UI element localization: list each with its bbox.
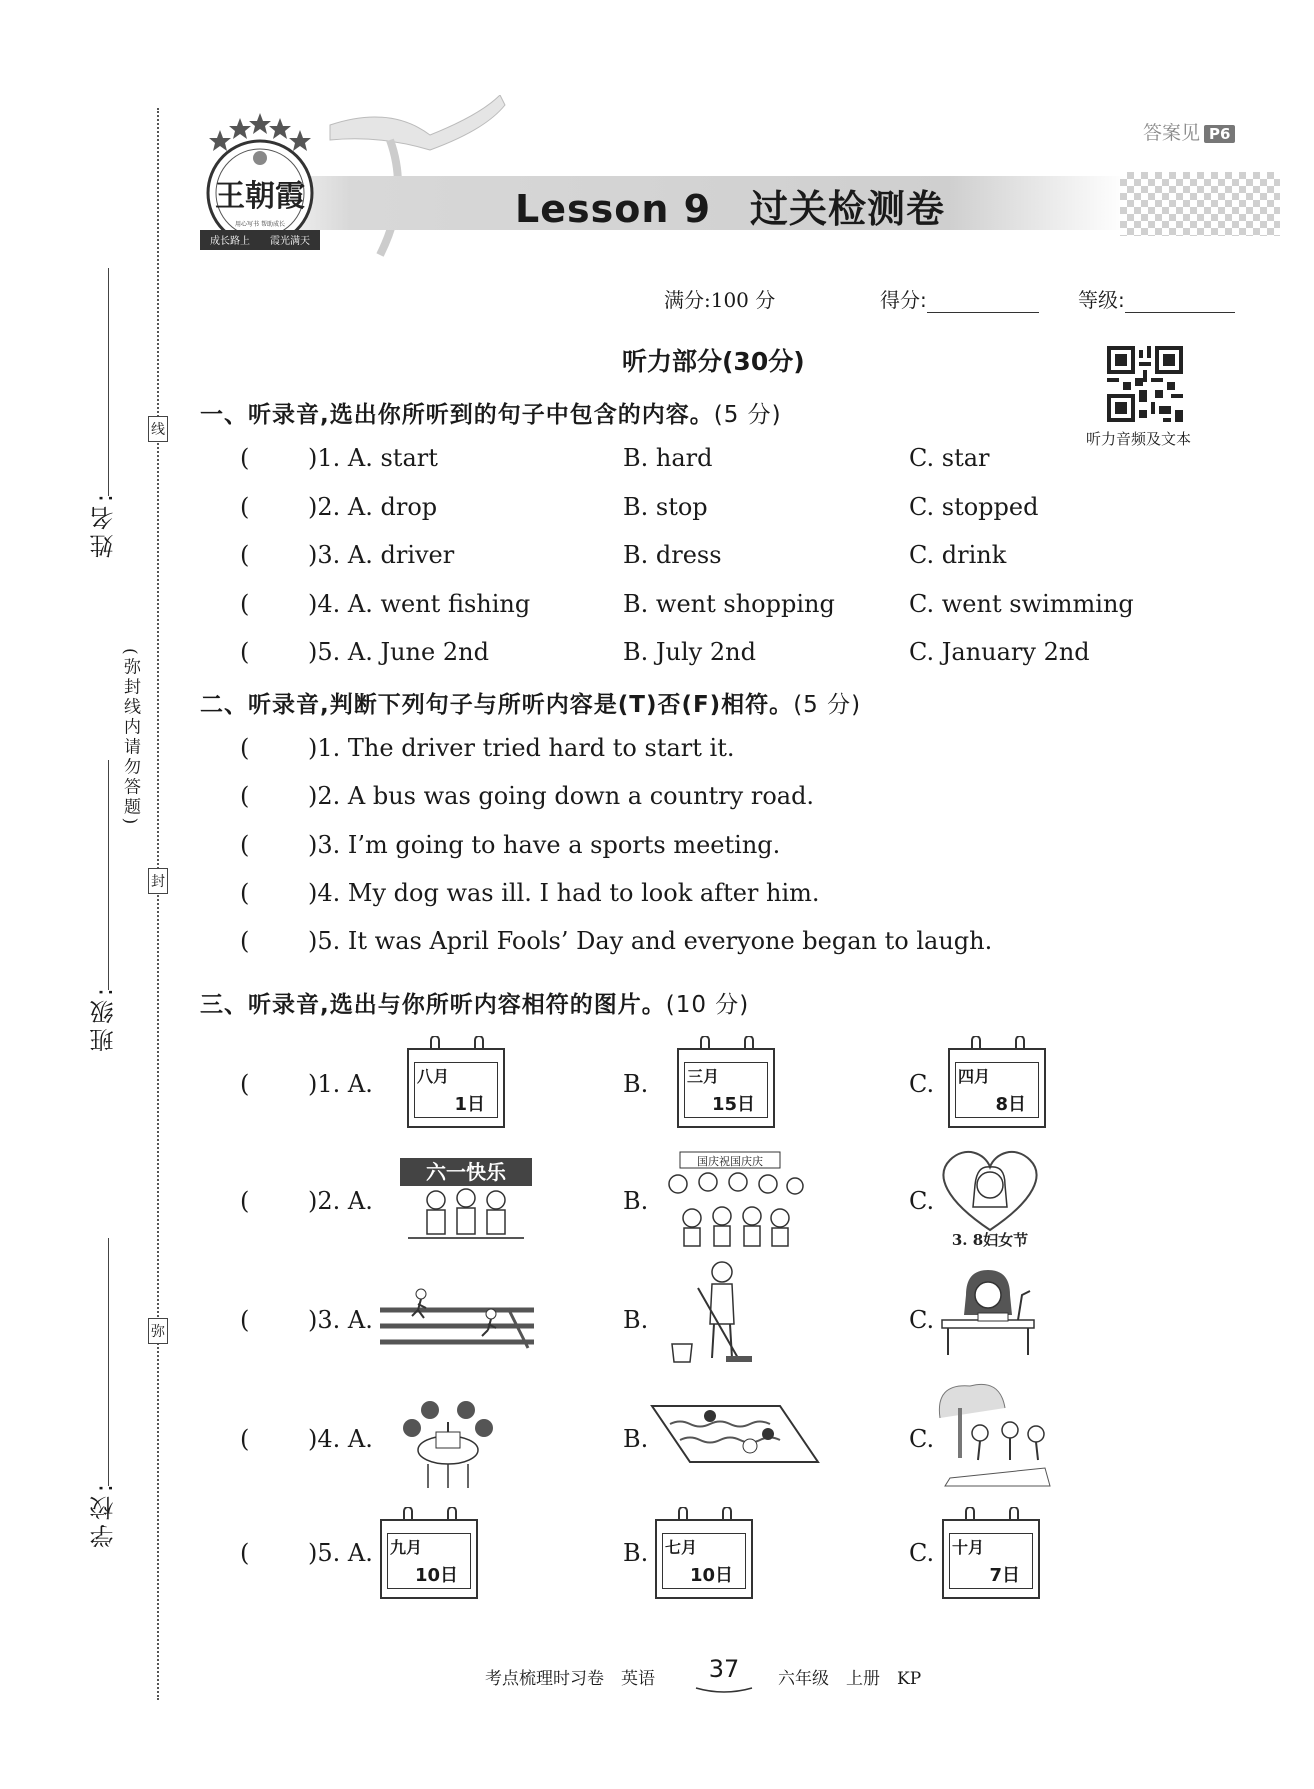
womens-day-picture[interactable] [935,1145,1045,1255]
item-label: )2. A. [308,1187,373,1215]
item-label: )5. A. [308,1539,373,1567]
brand-logo [195,108,325,258]
national-day-picture[interactable] [650,1150,810,1250]
answer-paren[interactable]: ( [240,831,250,859]
calendar-month: 四月 [958,1067,991,1086]
answer-paren[interactable]: ( [240,541,250,569]
item-option-c: C. star [909,444,990,472]
answer-paren[interactable]: ( [240,879,250,907]
page-number-underline [694,1686,754,1696]
calendar-day: 8日 [995,1094,1026,1115]
answer-paren[interactable]: ( [240,927,250,955]
seal-char-feng: 封 [148,868,168,894]
page-number: 37 [708,1655,740,1683]
calendar-day: 10日 [414,1565,458,1586]
answer-paren[interactable]: ( [240,638,250,666]
banner-text: 六一快乐 [426,1160,506,1184]
item-option-b: B. went shopping [623,590,835,618]
calendar-month: 八月 [417,1067,450,1086]
item-option-c: C. stopped [909,493,1039,521]
name-label: 姓名: [90,490,118,559]
seal-char-mi: 弥 [148,1318,168,1344]
item-option-a: )4. A. went fishing [308,590,531,618]
item-option-a: )1. A. start [308,444,438,472]
calendar-day: 10日 [689,1565,733,1586]
seal-char-xian: 线 [148,416,168,442]
answer-paren[interactable]: ( [240,1306,250,1334]
option-b-label: B. [623,1187,649,1215]
qr-code[interactable] [1107,346,1183,422]
logo-tagline: 用心写书 帮助成长 [235,221,285,228]
calendar-september-10[interactable] [380,1519,478,1599]
part1-heading: 一、听录音,选出你所听到的句子中包含的内容。(5 分) [200,402,782,428]
option-c-label: C. [909,1539,935,1567]
answer-paren[interactable]: ( [240,1425,250,1453]
item-option-a: )2. A. drop [308,493,438,521]
calendar-day: 15日 [711,1094,755,1115]
part3-heading: 三、听录音,选出与你所听内容相符的图片。(10 分) [200,992,750,1018]
calendar-day: 1日 [454,1094,485,1115]
caption-text: 3. 8妇女节 [951,1231,1029,1249]
option-c-label: C. [909,1425,935,1453]
calendar-march-15[interactable] [677,1048,775,1128]
calendar-month: 七月 [665,1538,698,1557]
answer-paren[interactable]: ( [240,782,250,810]
swimming-pool-picture[interactable] [650,1400,820,1468]
answer-paren[interactable]: ( [240,734,250,762]
answer-reference: 答案见 P6 [1143,118,1235,145]
item-option-c: C. January 2nd [909,638,1090,666]
calendar-july-10[interactable] [655,1519,753,1599]
answer-paren[interactable]: ( [240,1539,250,1567]
birthday-party-picture[interactable] [398,1390,498,1490]
listening-section-title: 听力部分(30分) [622,347,805,376]
option-b-label: B. [623,1539,649,1567]
option-b-label: B. [623,1070,649,1098]
statement-text: )5. It was April Fools’ Day and everyone began to laugh. [308,927,993,955]
answer-paren[interactable]: ( [240,590,250,618]
statement-text: )2. A bus was going down a country road. [308,782,815,810]
item-label: )4. A. [308,1425,373,1453]
answer-paren[interactable]: ( [240,1070,250,1098]
picnic-picture[interactable] [930,1378,1055,1488]
logo-slogan-right: 霞光满天 [270,236,310,247]
item-option-b: B. July 2nd [623,638,756,666]
item-option-b: B. dress [623,541,722,569]
calendar-april-8[interactable] [948,1048,1046,1128]
logo-name: 王朝霞 [215,179,305,214]
item-option-b: B. hard [623,444,713,472]
name-underline [108,268,109,496]
reading-desk-picture[interactable] [938,1265,1038,1360]
option-b-label: B. [623,1306,649,1334]
class-label: 班级: [90,984,118,1053]
answer-paren[interactable]: ( [240,493,250,521]
item-label: )1. A. [308,1070,373,1098]
running-track-picture[interactable] [378,1288,536,1350]
class-underline [108,760,109,990]
footer-left: 考点梳理时习卷 英语 [485,1669,655,1689]
option-b-label: B. [623,1425,649,1453]
banner-text: 国庆祝国庆庆 [697,1155,763,1168]
item-option-c: C. went swimming [909,590,1134,618]
item-label: )3. A. [308,1306,373,1334]
calendar-month: 九月 [390,1538,423,1557]
checker-decoration [1120,172,1280,236]
item-option-c: C. drink [909,541,1007,569]
footer-right: 六年级 上册 KP [778,1669,922,1689]
calendar-day: 7日 [989,1565,1020,1586]
part2-heading: 二、听录音,判断下列句子与所听内容是(T)否(F)相符。(5 分) [200,692,862,718]
answer-paren[interactable]: ( [240,444,250,472]
option-c-label: C. [909,1306,935,1334]
score-field[interactable]: 得分: [880,284,1039,313]
item-option-a: )3. A. driver [308,541,455,569]
item-option-a: )5. A. June 2nd [308,638,489,666]
grade-field[interactable]: 等级: [1078,284,1235,313]
calendar-month: 三月 [687,1067,720,1086]
calendar-august-1[interactable] [407,1048,505,1128]
binding-dotted-line [157,108,159,1700]
statement-text: )3. I’m going to have a sports meeting. [308,831,781,859]
answer-paren[interactable]: ( [240,1187,250,1215]
seal-notice: (弥封线内请勿答题) [120,648,140,828]
school-label: 学校: [90,1480,118,1549]
statement-text: )1. The driver tried hard to start it. [308,734,735,762]
childrens-day-picture[interactable] [398,1156,534,1242]
option-c-label: C. [909,1070,935,1098]
page-title: Lesson 9 过关检测卷 [515,187,946,231]
option-c-label: C. [909,1187,935,1215]
qr-caption: 听力音频及文本 [1086,430,1192,448]
logo-slogan-left: 成长路上 [210,236,250,247]
calendar-october-7[interactable] [942,1519,1040,1599]
school-underline [108,1238,109,1486]
item-option-b: B. stop [623,493,708,521]
calendar-month: 十月 [952,1538,985,1557]
mopping-floor-picture[interactable] [668,1258,758,1368]
statement-text: )4. My dog was ill. I had to look after him. [308,879,820,907]
full-score: 满分:100 分 [664,288,776,312]
